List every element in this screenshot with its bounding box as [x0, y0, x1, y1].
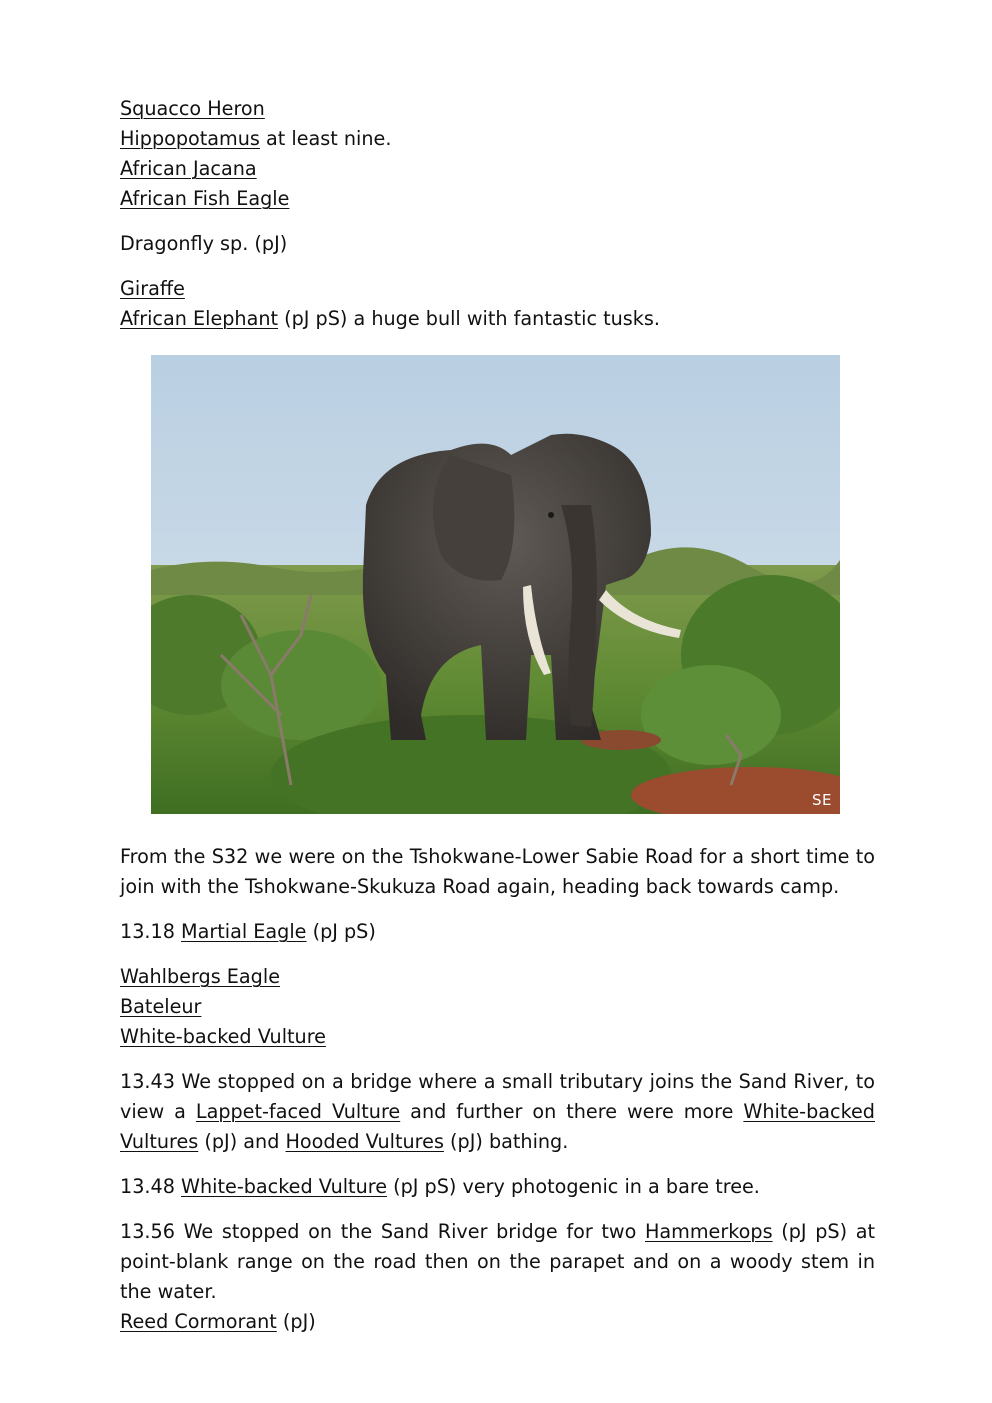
photo-credit: SE	[812, 791, 832, 809]
elephant-photo	[151, 355, 840, 814]
species-link[interactable]: Hippopotamus	[120, 127, 260, 150]
species-link[interactable]: White-backed Vulture	[181, 1175, 388, 1198]
entry-african-elephant: African Elephant (pJ pS) a huge bull with fantastic tusks.	[120, 307, 661, 330]
species-link[interactable]: White-backed Vulture	[120, 1025, 326, 1048]
species-link[interactable]: Squacco Heron	[120, 97, 265, 120]
entry-giraffe	[120, 274, 875, 304]
entry-dragonfly: Dragonfly sp. (pJ)	[120, 232, 288, 255]
species-link[interactable]: Giraffe	[120, 277, 185, 300]
entry-african-jacana	[120, 154, 875, 184]
entry-squacco-heron	[120, 94, 875, 124]
species-link[interactable]: Lappet-faced Vulture	[195, 1100, 401, 1123]
document-body-continued	[120, 842, 875, 1337]
species-link[interactable]: Hooded Vultures	[285, 1130, 444, 1153]
species-link[interactable]: Reed Cormorant	[120, 1310, 277, 1333]
entry-african-fish-eagle	[120, 184, 875, 214]
species-link[interactable]: Martial Eagle	[181, 920, 307, 943]
species-link[interactable]: African Jacana	[120, 157, 257, 180]
entry-martial-eagle: 13.18 Martial Eagle (pJ pS)	[120, 920, 376, 943]
species-link[interactable]: Wahlbergs Eagle	[120, 965, 281, 988]
paragraph-1348: 13.48 White-backed Vulture (pJ pS) very photogenic in a bare tree.	[120, 1175, 760, 1198]
entry-hippopotamus: Hippopotamus at least nine.	[120, 127, 392, 150]
entry-bateleur	[120, 992, 875, 1022]
entry-wahlbergs-eagle	[120, 962, 875, 992]
species-link[interactable]: Hammerkops	[644, 1220, 773, 1243]
species-link[interactable]: White-backed Vultures	[120, 1100, 875, 1153]
species-link[interactable]: African Fish Eagle	[120, 187, 290, 210]
document-body	[120, 94, 875, 334]
entry-white-backed-vulture	[120, 1022, 875, 1052]
paragraph-s32: From the S32 we were on the Tshokwane-Lower Sabie Road for a short time to join with the Tshokwane-Skukuza Road again, heading back towards camp.	[120, 845, 875, 898]
paragraph-1343: 13.43 We stopped on a bridge where a small tributary joins the Sand River, to view a Lappet-faced Vulture and further on there were more White-backed Vultures (pJ) and Hooded Vultures (pJ) bathing.	[120, 1070, 875, 1153]
paragraph-1356: 13.56 We stopped on the Sand River bridge for two Hammerkops (pJ pS) at point-blank range on the road then on the parapet and on a woody stem in the water. Reed Cormorant (pJ)	[120, 1220, 875, 1333]
species-link[interactable]: Bateleur	[120, 995, 202, 1018]
species-link[interactable]: African Elephant	[120, 307, 279, 330]
